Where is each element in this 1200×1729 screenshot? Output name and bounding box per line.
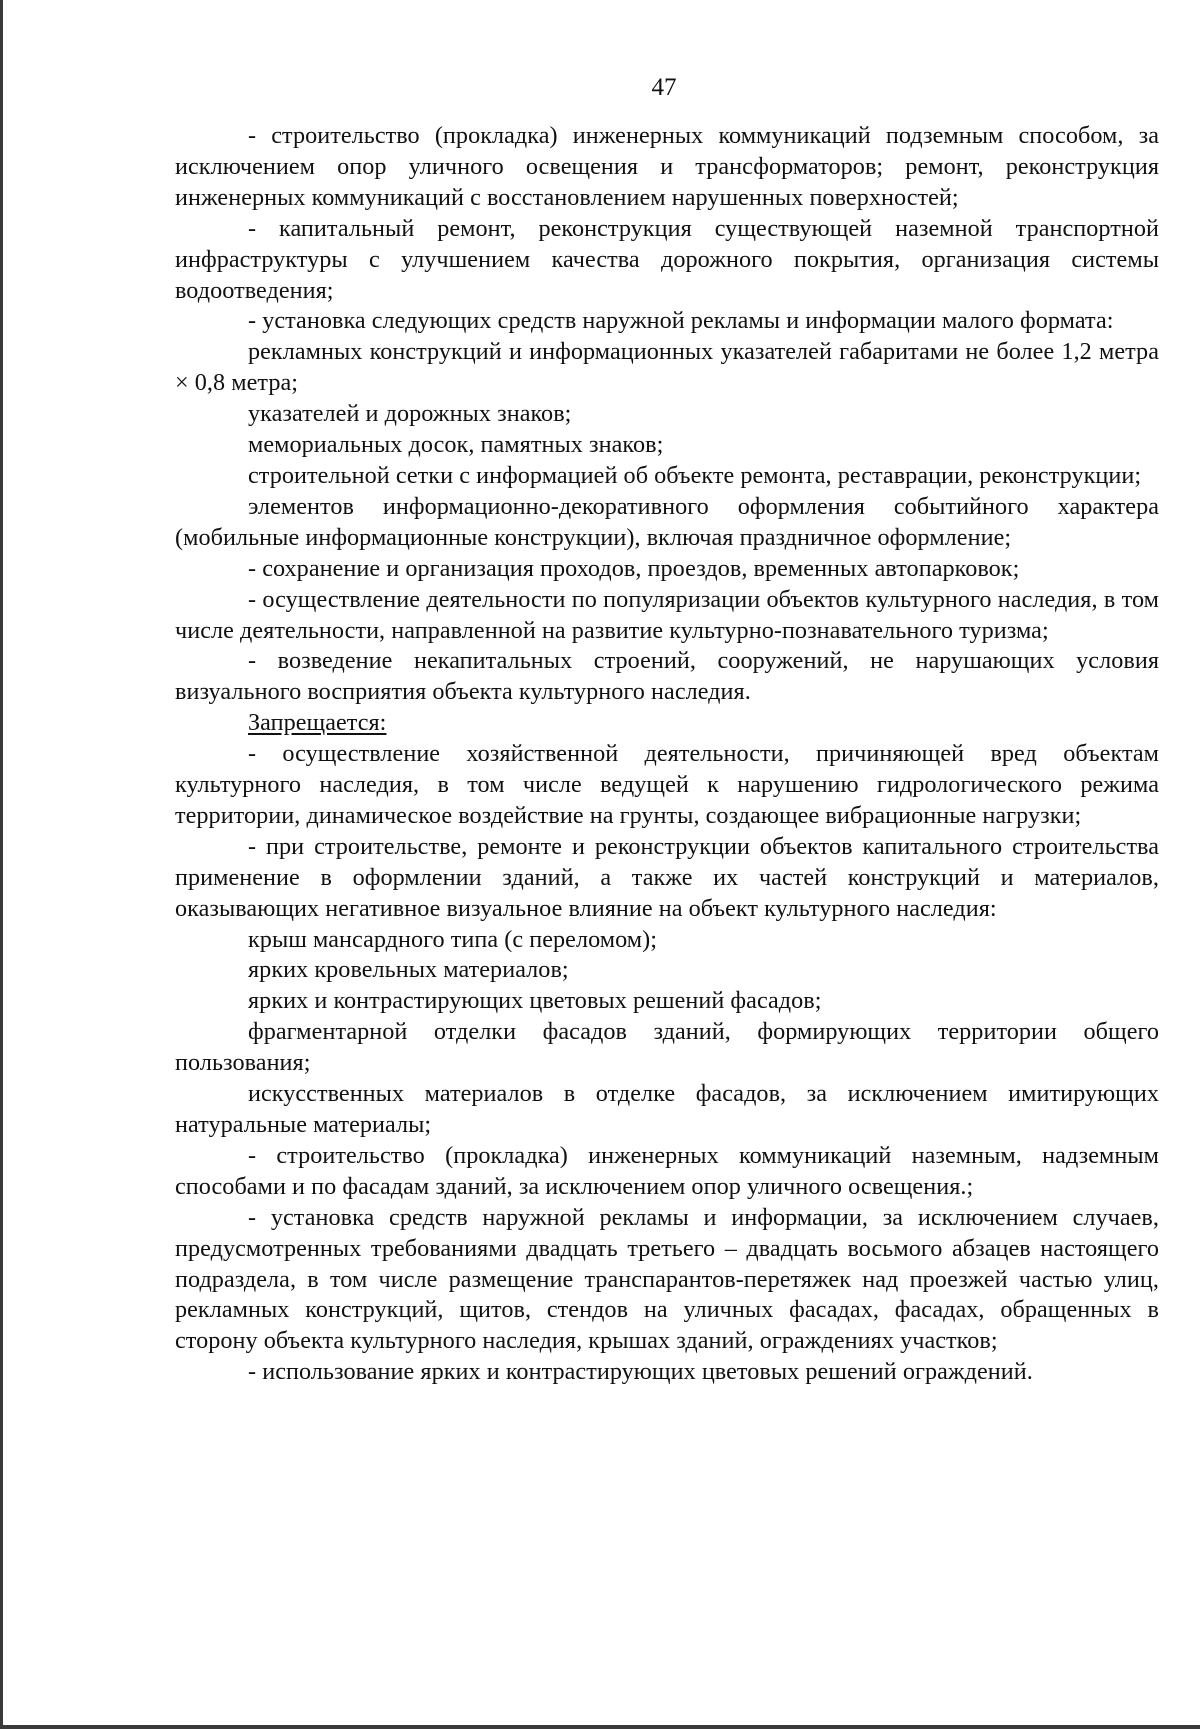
paragraph: - сохранение и организация проходов, проездов, временных автопарковок; (248, 554, 1020, 582)
paragraph: строительной сетки с информацией об объекте ремонта, реставрации, реконструкции; (248, 461, 1142, 489)
paragraph: - осуществление деятельности по популяризации объектов культурного наследия, в том числе деятельности, направленной на развитие культурно-познавательного туризма; (175, 585, 1159, 644)
paragraph: - возведение некапитальных строений, сооружений, не нарушающих условия визуального восприятия объекта культурного наследия. (175, 647, 1159, 706)
paragraph: рекламных конструкций и информационных указателей габаритами не более 1,2 метра × 0,8 метра; (175, 338, 1159, 397)
document-body (175, 121, 1159, 1388)
paragraph: - строительство (прокладка) инженерных коммуникаций наземным, надземным способами и по фасадам зданий, за исключением опор уличного освещения.; (175, 1141, 1159, 1200)
paragraph: - осуществление хозяйственной деятельности, причиняющей вред объектам культурного наследия, в том числе ведущей к нарушению гидрологического режима территории, динамическое воздействие на грунты, создающее вибрационные нагрузки; (175, 740, 1159, 829)
page-number: 47 (651, 74, 677, 101)
paragraph: указателей и дорожных знаков; (248, 400, 572, 428)
paragraph: элементов информационно-декоративного оформления событийного характера (мобильные информационные конструкции), включая праздничное оформление; (175, 492, 1159, 551)
paragraph: ярких и контрастирующих цветовых решений фасадов; (248, 987, 822, 1015)
paragraph: - при строительстве, ремонте и реконструкции объектов капитального строительства применение в оформлении зданий, а также их частей конструкций и материалов, оказывающих негативное визуальное влияние на объект культурного наследия: (175, 832, 1159, 922)
paragraph: - строительство (прокладка) инженерных коммуникаций подземным способом, за исключением опор уличного освещения и трансформаторов; ремонт, реконструкция инженерных коммуникаций с восстановлением нарушенных поверхностей; (175, 122, 1159, 211)
paragraph: - установка следующих средств наружной рекламы и информации малого формата: (248, 307, 1114, 335)
paragraph: фрагментарной отделки фасадов зданий, формирующих территории общего пользования; (175, 1018, 1159, 1077)
paragraph: искусственных материалов в отделке фасадов, за исключением имитирующих натуральные материалы; (175, 1080, 1159, 1138)
paragraph: мемориальных досок, памятных знаков; (248, 431, 664, 459)
scan-border-left (0, 0, 3, 1729)
scan-border-bottom (0, 1725, 1200, 1729)
paragraph: крыш мансардного типа (с переломом); (248, 925, 658, 953)
paragraph: - использование ярких и контрастирующих цветовых решений ограждений. (248, 1358, 1033, 1386)
prohibited-label: Запрещается: (248, 709, 387, 737)
section-heading-prohibited (175, 708, 1159, 739)
paragraph: - установка средств наружной рекламы и информации, за исключением случаев, предусмотренных требованиями двадцать третьего – двадцать восьмого абзацев настоящего подраздела, в том числе размещение транспарантов-перетяжек над проезжей частью улиц, рекламных конструкций, щитов, стендов на уличных фасадах, фасадах, обращенных в сторону объекта культурного наследия, крышах зданий, ограждениях участков; (175, 1203, 1159, 1355)
paragraph: ярких кровельных материалов; (248, 956, 569, 984)
paragraph: - капитальный ремонт, реконструкция существующей наземной транспортной инфраструктуры с улучшением качества дорожного покрытия, организация системы водоотведения; (175, 214, 1159, 304)
